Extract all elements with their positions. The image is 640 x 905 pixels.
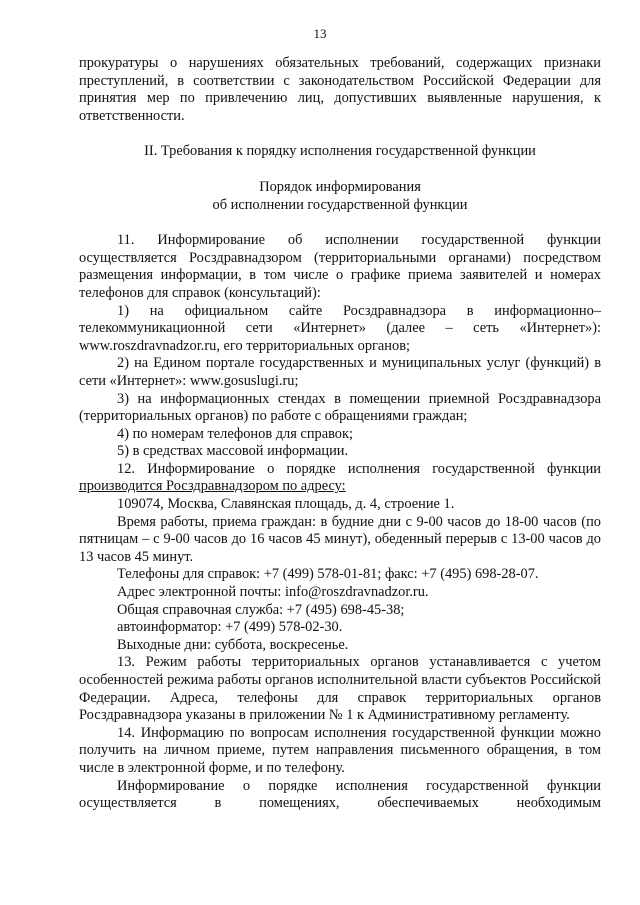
paragraph-12-line-1: 12. Информирование о порядке исполнения государственной функции <box>117 460 601 477</box>
subheading-line-1: Порядок информирования <box>259 178 421 195</box>
underlined-address-intro: производится Росздравнадзором по адресу: <box>79 478 346 495</box>
help-service: Общая справочная служба: +7 (495) 698-45-38; <box>117 601 405 618</box>
work-hours: Время работы, приема граждан: в будние дни с 9-00 часов до 18-00 часов (по пятницам – с 9-00 часов до 16 часов 45 минут), обеденный перерыв с 13-00 часов до 13 часов 45 минут. <box>79 513 601 565</box>
subheading-line-2: об исполнении государственной функции <box>212 196 468 213</box>
paragraph-12-line-2 <box>79 478 601 496</box>
list-item-5: 5) в средствах массовой информации. <box>117 443 349 460</box>
email: Адрес электронной почты: info@roszdravnadzor.ru. <box>117 584 429 601</box>
paragraph-14: 14. Информацию по вопросам исполнения государственной функции можно получить на личном приеме, путем направления письменного обращения, в том числе в электронной форме, и по телефону. <box>79 724 601 776</box>
paragraph-13: 13. Режим работы территориальных органов устанавливается с учетом особенностей режима работы органов исполнительной власти субъектов Российской Федерации. Адреса, телефоны для справок территориальных органов Росздравнадзора указаны в приложении № 1 к Административному регламенту. <box>79 654 601 724</box>
autoinformer: автоинформатор: +7 (499) 578-02-30. <box>117 619 343 636</box>
document-body <box>79 55 601 813</box>
days-off: Выходные дни: суббота, воскресенье. <box>117 636 349 653</box>
list-item-2: 2) на Едином портале государственных и муниципальных услуг (функций) в сети «Интернет»: www.gosuslugi.ru; <box>79 355 601 389</box>
list-item-1: 1) на официальном сайте Росздравнадзора в информационно–телекоммуникационной сети «Интернет» (далее – сеть «Интернет»): www.roszdravnadzor.ru, его территориальных органов; <box>79 302 601 354</box>
paragraph-15: Информирование о порядке исполнения государственной функции осуществляется в помещениях, обеспечиваемых необходимым <box>79 777 601 812</box>
list-item-4: 4) по номерам телефонов для справок; <box>117 425 353 442</box>
intro-paragraph: прокуратуры о нарушениях обязательных требований, содержащих признаки преступлений, в соответствии с законодательством Российской Федерации для принятия мер по привлечению лиц, допустивших выявленные нарушения, к ответственности. <box>79 55 601 124</box>
paragraph-11: 11. Информирование об исполнении государственной функции осуществляется Росздравнадзором (территориальными органами) посредством размещения информации, в том числе о графике приема заявителей и номерах телефонов для справок (консультаций): <box>79 232 601 301</box>
list-item-3: 3) на информационных стендах в помещении приемной Росздравнадзора (территориальных органов) по работе с обращениями граждан; <box>79 390 601 425</box>
address: 109074, Москва, Славянская площадь, д. 4, строение 1. <box>117 496 455 513</box>
phones: Телефоны для справок: +7 (499) 578-01-81; факс: +7 (495) 698-28-07. <box>117 566 539 583</box>
page-number: 13 <box>313 26 327 41</box>
section-heading: II. Требования к порядку исполнения государственной функции <box>144 143 536 160</box>
